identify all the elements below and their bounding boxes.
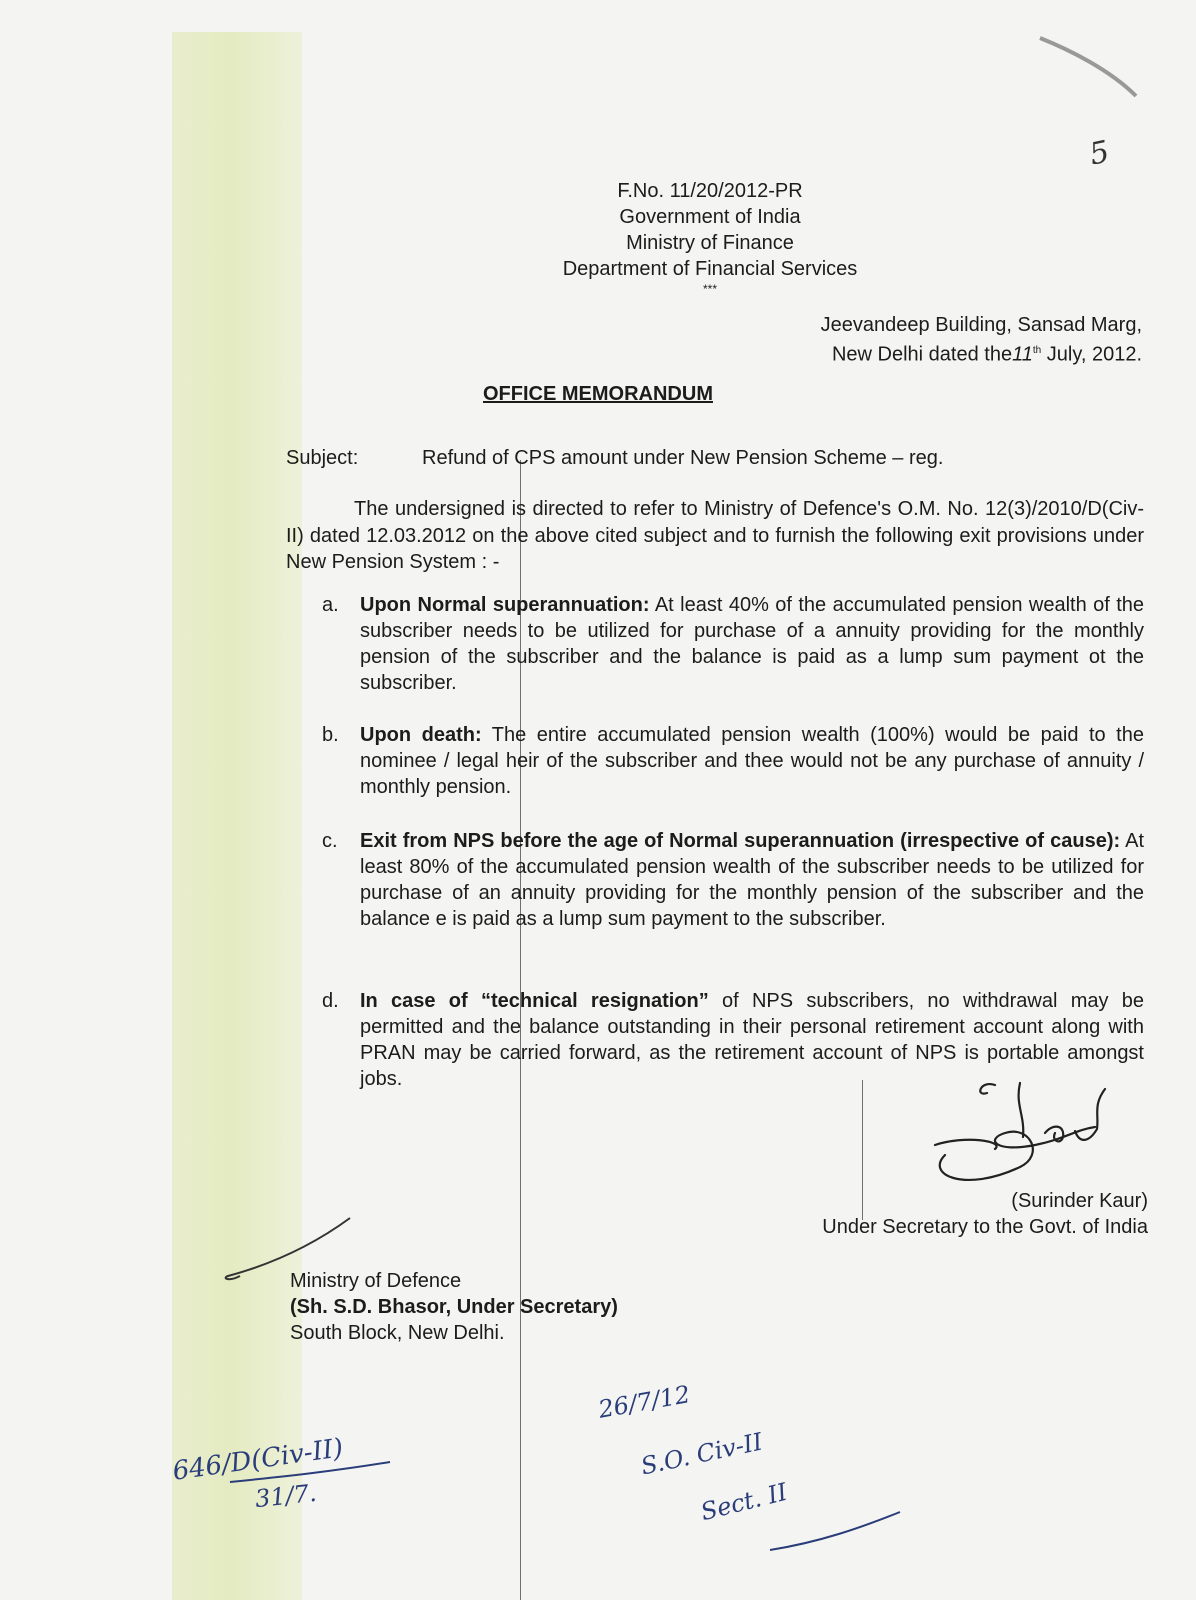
handwritten-note: Sect. II — [697, 1477, 791, 1527]
subject-text: Refund of CPS amount under New Pension Scheme – reg. — [422, 447, 944, 469]
handwritten-note: 26/7/12 — [596, 1380, 693, 1424]
item-text: The entire accumulated pension wealth (100%) would be paid to the nominee / legal heir of the subscriber and thee would not be any purchase of annuity / monthly pension. — [360, 724, 1144, 798]
item-text: At least 40% of the accumulated pension wealth of the subscriber needs to be utilized for purchase of a annuity providing for the monthly pension of the subscriber and the balance is paid as a lump sum payment ot the subscriber. — [360, 594, 1145, 694]
item-text: of NPS subscribers, no withdrawal may be permitted and the balance outstanding in their personal retirement account along with PRAN may be carried forward, as the retirement account of NPS is portable amongst jobs. — [360, 990, 1144, 1090]
document-title: OFFICE MEMORANDUM — [483, 383, 713, 405]
addressee-location: South Block, New Delhi. — [290, 1322, 505, 1344]
address-line: Jeevandeep Building, Sansad Marg, — [820, 314, 1142, 336]
file-number: F.No. 11/20/2012-PR — [617, 180, 803, 202]
separator-stars: *** — [702, 282, 717, 296]
date-day-suffix: th — [1032, 345, 1042, 356]
check-mark — [226, 1218, 350, 1279]
intro-paragraph: The undersigned is directed to refer to Ministry of Defence's O.M. No. 12(3)/2010/D(Civ-II) dated 12.03.2012 on the above cited subject and to furnish the following exit provisions under New Pension System : - — [286, 498, 1144, 573]
page-number-mark: 5 — [1086, 134, 1113, 173]
addressee-org: Ministry of Defence — [290, 1270, 462, 1292]
item-text: At least 80% of the accumulated pension wealth of the subscriber needs to be utilized for purchase of an annuity providing for the monthly pension of the subscriber and the balance e is paid as a lump sum payment to the subscriber. — [360, 830, 1145, 930]
item-heading: Upon Normal superannuation: — [360, 594, 650, 616]
handwritten-note: S.O. Civ-II — [638, 1427, 765, 1481]
item-marker: c. — [322, 830, 338, 852]
addressee-person: (Sh. S.D. Bhasor, Under Secretary) — [290, 1296, 618, 1318]
item-marker: d. — [322, 990, 339, 1012]
item-marker: a. — [322, 594, 339, 616]
government-name: Government of India — [619, 206, 801, 228]
item-heading: Exit from NPS before the age of Normal superannuation (irrespective of cause): — [360, 830, 1121, 852]
signatory-name: (Surinder Kaur) — [1011, 1190, 1148, 1212]
subject-label: Subject: — [286, 447, 359, 469]
date-prefix: New Delhi dated the — [831, 343, 1013, 366]
handwritten-date: 31/7. — [253, 1478, 318, 1514]
scan-edge-mark — [1040, 38, 1136, 96]
item-heading: In case of “technical resignation” — [360, 990, 709, 1012]
date-day: 11 — [1012, 343, 1033, 366]
handwritten-ref: 646/D(Civ-II) — [170, 1433, 346, 1487]
department-name: Department of Financial Services — [562, 258, 858, 280]
item-heading: Upon death: — [360, 724, 482, 746]
ministry-name: Ministry of Finance — [626, 232, 794, 254]
item-marker: b. — [322, 724, 339, 746]
flourish-stroke — [770, 1512, 900, 1550]
signatory-designation: Under Secretary to the Govt. of India — [822, 1216, 1148, 1238]
date-suffix: July, 2012. — [1046, 343, 1142, 366]
